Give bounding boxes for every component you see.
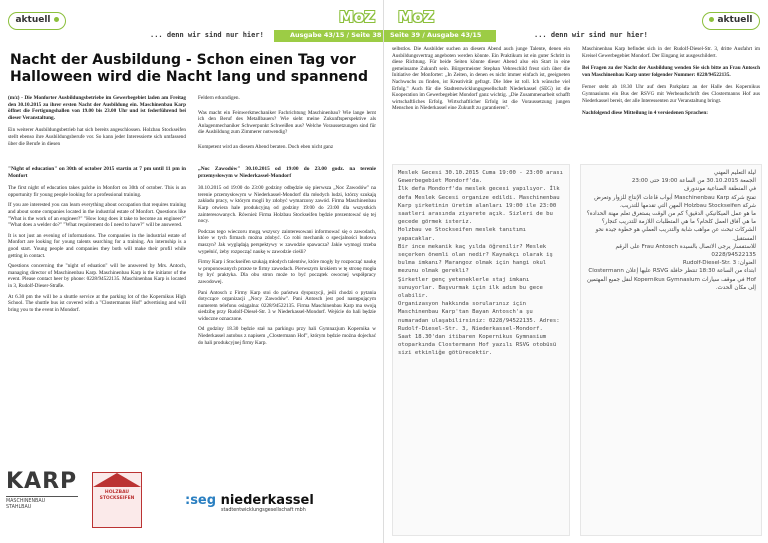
polish-p3: Firmy Karp i Stockseifen szukają młodych talentów, które mogły by rozpocząć naukę w proponowanych przeze te firmy zawodach. Pierwszym krokiem w tę stronę mogła by być praktyka. Dla obu stron może to być początek owocnej współpracy zawodowej. — [198, 259, 377, 285]
slogan: ... denn wir sind nur hier! — [150, 31, 264, 39]
section-tab[interactable] — [702, 12, 760, 30]
polish-column — [198, 166, 376, 350]
arabic-note-text: ليلة التعليم المهني الجمعة 30.10.2015 من الساعة 19:00 حتى 23:00 في المنطقة الصناعية موندورف تفتح شركة Maschinenbau Karp أبواب قاعات الإنتاج للزوار وتعرض شركة Holzbau Stockseifen المهن التي تقدمها للتدريب. ما هو عمل الميكانيكي الدقيق؟ كم من الوقت يستغرق تعلم مهنة الحدادة؟ ما هي آفاق العمل كلحام؟ ما هي المتطلبات اللازمة للتدريب كنجار؟ الشركات تبحث عن مواهب شابة والتدريب العملي هو خطوة جيدة نحو المستقبل. للاستفسار يرجى الاتصال بالسيدة Frau Antosch على الرقم 0228/94522135 العنوان: Rudolf-Diesel-Str. 3 ابتداء من الساعة 18:30 تنتظر حافلة RSVG عليها إعلان Clostermann Hof في موقف سيارات Kopernikus Gymnasium لنقل جميع المهتمين إلى مكان الحدث. — [586, 170, 756, 291]
polish-p1: 30.10.2015 od 19:00 do 23:00 godziny odbędzie się pierwsza „Noc Zawodów" na terenie przemysłowym w Niederkassel-Mondorf dla młodych ludzi, którzy szukają zakładu pracy, w którym mogli by zdobyć wymarzony zawód. Firma Maschinenbau Karp otwiera hale produkcyjną od godziny 19:00 do 23:00 dla wszystkich zainteresowanych. Również Firma Holzbau Stockseifen będzie prezentować się tej nocy. — [198, 185, 376, 225]
house-roof-icon — [93, 473, 141, 487]
german-languages-note: Nachfolgend diese Mitteilung in 4 versiedenen Sprachen: — [582, 110, 708, 117]
polish-title: „Noc Zawodów" 30.10.2015 od 19:00 do 23.00 godz. na terenie przemysłowym w Niederkassel-Mondorf — [198, 166, 376, 179]
section-tab-label: aktuell — [717, 15, 753, 25]
german-body-3: Was macht ein Feinwerkmechaniker Fachrichtung Maschinenbau? Wie lange lernt ich den Beruf des Metallbauers? Wie sieht meine Zukunftsperspektive als Anlagenmechaniker Schwerpunkt Schweißen aus? Welche Voraussetzungen sind für die Ausbildung zum Zimmerer notwendig? — [198, 109, 376, 136]
polish-p2: Podczas tego wieczoru mogą wszyscy zainteresowani informować się o zawodach, które w tych firmach można zdobyć. Co robi mechanik o specjalności budowa maszyn? Jak wyglądają perspektywy w zawodzie spawacza? Jakie wymogi trzeba wypełnić, żeby rozpocząć naukę w zawodzie cieśli? — [198, 228, 376, 255]
german-body-2: Feldern erkundigen. — [198, 95, 240, 101]
german-contact: Bei Fragen zu der Nacht der Ausbildung wenden Sie sich bitte an Frau Antosch von Maschinenbau Karp unter folgender Nummer: 0228/94522135. — [582, 65, 760, 78]
german-lead: (m/z) - Die Monforter Ausbildungsbetriebe im Gewerbegebiet laden am Freitag den 30.10.2015 zu ihrer ersten Nacht der Ausbildung ein. Maschinenbau Karp öffnet die Fertigungshallen von 19.00 bis 23.00 Uhr und ist federführend bei dieser Veranstaltung. — [8, 95, 186, 121]
english-p1: The first night of education takes palche in Monfort on 30th of october. This is an opportunity fir young people looking for a professional training. — [8, 185, 186, 198]
slogan: ... denn wir sind nur hier! — [534, 31, 648, 39]
karp-sub-2: STAHLBAU — [6, 505, 32, 510]
german-address: Maschinenbau Karp befindet sich in der Rudolf-Diesel-Str. 3, dritte Ausfahrt im Kreisel Gewerbegebiet Mondorf. Der Eingang ist ausgeschildert. — [582, 46, 760, 59]
karp-logo-word: KARP — [6, 469, 78, 494]
edition-label: Ausgabe 43/15 / Seite 38 — [290, 31, 382, 39]
polish-p5: Od godziny 18.30 będzie stał na parkingu przy hali Gymnazjum Kopernika w Niederkassel autobus z napisem „Clostermann Hof", którym będzie można dojechać do hali produkcyjnej firmy Karp. — [198, 326, 376, 346]
seg-logo-sub: stadtentwicklungsgesellschaft mbh — [221, 508, 306, 513]
german-body-4: Kompetent wird an diesem Abend beraten. Doch eben nicht ganz — [198, 143, 334, 150]
german-shuttle: Ferner steht ab 18.30 Uhr auf dem Parkplatz an der Halle des Kopernikus Gymnasiums ein Bus der RSVG mit Werbeaufschrift des Clostermanns Hof aus Niederkassel bereit, der alle Interessenten zur Veranstaltung bringt. — [582, 84, 760, 104]
seg-logo — [185, 494, 380, 524]
section-tab-label: aktuell — [15, 15, 51, 25]
karp-sub-1: MASCHINENBAU — [6, 499, 46, 504]
section-tab[interactable] — [8, 12, 66, 30]
right-page-header — [384, 8, 768, 44]
seg-logo-prefix: :seg — [185, 493, 217, 508]
seg-logo-word: niederkassel — [220, 493, 314, 508]
polish-p4: Pani Antosch z Firmy Karp stoi do państwa dyspozycji, jeśli chodzi o pytania dotyczące organizacji „Nocy Zawodów". Pani Antosch jest pod następującym numerem telefonu osiągalna: 0228/94522135. Firma Maschinenbau Karp ma swoją siedzibę przy Rudolf-Diesel-Str. 3 w Niederkassel-Mondorf. Wejście do hali będzie widoczne oznaczone. — [198, 289, 376, 322]
left-page-header — [0, 8, 383, 44]
german-column-2 — [198, 95, 376, 155]
english-p5: At 6.30 pm the will be a shuttle service at the parking lot of the Kopernikus High School. The shuttle bus ist covered with a "Clostermanns Hof" advertising and will bring you to the event in Mondorf. — [8, 293, 186, 313]
moz-logo: MoZ — [339, 8, 376, 26]
karp-logo — [6, 470, 78, 532]
tab-dot-icon — [709, 17, 714, 22]
english-title: "Night of education" on 30th of october 2015 startin at 7 pm until 11 pm in Monfort — [8, 166, 186, 179]
karp-divider — [6, 496, 78, 497]
german-column-3 — [392, 46, 570, 116]
arabic-handwritten-note — [580, 164, 762, 536]
german-column-4 — [582, 46, 760, 121]
right-page — [384, 0, 768, 543]
german-body-1: Ein weiterer Ausbildungsbetrieb hat sich bereits angeschlossen. Holzbau Stockseifen stellt ebenso ihre Ausbildungsberufe vor. So kann jeder Interessierte sich umfassend über die Berufe in diesen — [8, 127, 186, 147]
turkish-handwritten-note — [392, 164, 570, 536]
edition-label: Seite 39 / Ausgabe 43/15 — [390, 31, 482, 39]
seg-logo-name — [185, 494, 380, 508]
article-headline: Nacht der Ausbildung - Schon einen Tag vor Halloween wird die Nacht lang und spannend — [10, 52, 369, 85]
tab-dot-icon — [54, 17, 59, 22]
stockseifen-logo — [92, 472, 142, 528]
turkish-note-text: Meslek Gecesi 30.10.2015 Cuma 19:00 - 23:00 arası Gewerbegebiet Mondorf'da. İlk defa Mondorf'da meslek gecesi yapılıyor. İlk defa Meslek Gecesi organize edildi. Maschinenbau Karp şirketinin üretim alanları 19:00 ile 23:00 saatleri arasında ziyarete açık. Sizleri de bu gecede görmek isteriz. Holzbau ve Stockseifen meslek tanıtımı yapacaklar. Bir ince mekanik kaç yılda öğrenilir? Meslek seçerken önemli olan nedir? Kaynakçı olarak iş bulma imkanı? Marangoz olmak için hangi okul mezunu olmak gerekli? Şirketler genç yeteneklerle staj imkanı sunuyorlar. Başvurmak için ilk adım bu gece olabilir. Organizasyon hakkında sorularınız için Maschinenbau Karp'tan Bayan Antosch'a şu numaradan ulaşabilirsiniz: 0228/94522135. Adres: Rudolf-Diesel-Str. 3, Niederkassel-Mondorf. Saat 18.30'dan itibaren Kopernikus Gymnasium otoparkında Clostermann Hof yazılı RSVG otobüsü sizi etkinliğe götürecektir. — [398, 170, 564, 357]
english-column — [8, 166, 186, 317]
german-body-5: selbstlos. Die Ausbilder suchen an diesem Abend auch junge Talente, denen ein Ausbildungsvertrag angeboten werden könnte. Ein Praktikum ist ein guter Schritt in diese Richtung. Für beide Seiten könnte dieser Abend also ein Start in eine gemeinsame Zukunft sein. Bürgermeister Stephan Vehreschild freut sich über die Initiative der Monforter: „In Zeiten, in denen es nicht immer einfach ist, geeigneten Nachwuchs zu finden, ist Kreativität gefragt. Die Idee ist toll. Ich wünsche viel Erfolg." Auch für die Stadtentwicklungsgesellschaft Niederkassel (SEG) ist die Kooperation im Gewerbegebiet Mondorf ganz wichtig. „Die Zusammenarbeit schafft wirtschaftliches Erfolg. Wirtschaftlicher Erfolg ist die Voraussetzung jungen Menschen in Niederkassel eine Zukunft zu garantieren". — [392, 46, 570, 112]
stockseifen-logo-text: HOLZBAU STOCKSEIFEN — [99, 490, 135, 501]
german-column-1 — [8, 95, 186, 151]
english-p4: Questions concerning the "night of eduation" will be answered by Mrs. Antoch, managing director of Maschinenbau Karp. Maschinenbau Karp is the initiator of the event. Please contact heer by phone: 0228/94522135. Maschinenbau Karp is located in 3, Rudolf-Dieser-Straße. — [8, 263, 186, 289]
english-p3: It is not just an evening of informations. The companies in the industrial estate of Monfort are looking for young talents searching for a training. An internship is a good start. Young people and companies they both will make their profil while getting in contact. — [8, 232, 186, 259]
english-p2: If you are interested you can learn everything about occupation that requires training and about some companies located in the industrial estate of Monfort. Questions like "What is the work of an engineer?" "How long does it take to become an engineer?" "What does a welder do?" "What requirement do I need to have?" will be answered. — [8, 202, 186, 229]
moz-logo: MoZ — [398, 8, 435, 26]
